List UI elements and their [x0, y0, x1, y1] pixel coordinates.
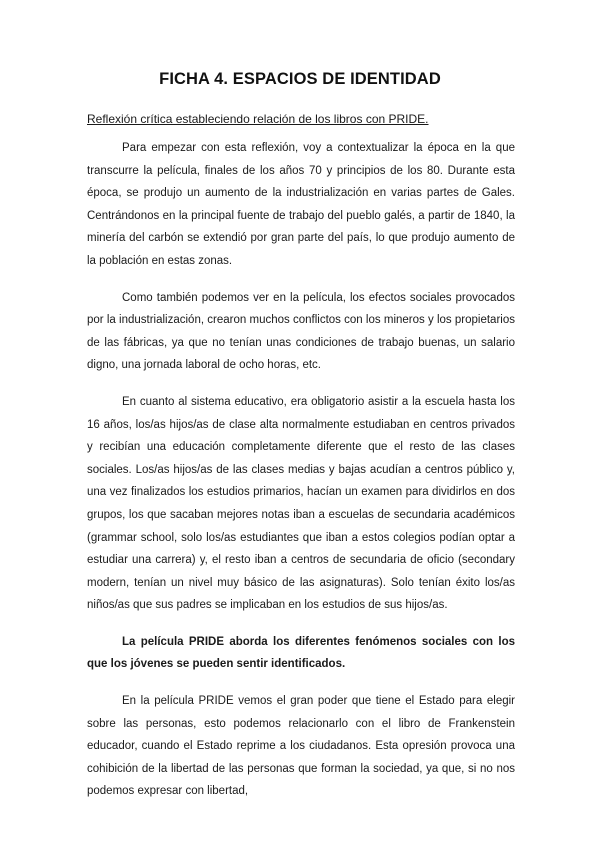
paragraph-state-power: En la película PRIDE vemos el gran poder que tiene el Estado para elegir sobre las personas, esto podemos relacionarlo con el libro de Frankenstein educador, cuando el Estado reprime a los ciudadanos. Esta opresión provoca una cohibición de la libertad de las personas que forman la sociedad, ya que, si no nos podemos expresar con libertad,	[87, 695, 515, 798]
paragraph-context: Para empezar con esta reflexión, voy a contextualizar la época en la que transcurre la película, finales de los años 70 y principios de los 80. Durante esta época, se produjo un aumento de la industrialización en varias partes de Gales. Centrándonos en la principal fuente de trabajo del pueblo galés, a partir de 1840, la minería del carbón se extendió por gran parte del país, lo que produjo aumento de la población en estas zonas.	[87, 142, 515, 267]
document-body	[87, 137, 515, 817]
document-subtitle: Reflexión crítica estableciendo relación de los libros con PRIDE.	[87, 112, 429, 126]
document-title: FICHA 4. ESPACIOS DE IDENTIDAD	[159, 70, 441, 88]
paragraph-pride-phenomena: La película PRIDE aborda los diferentes fenómenos sociales con los que los jóvenes se pueden sentir identificados.	[87, 635, 515, 671]
paragraph-education-system: En cuanto al sistema educativo, era obligatorio asistir a la escuela hasta los 16 años, los/as hijos/as de clase alta normalmente estudiaban en centros privados y recibían una educación completamente diferente que el resto de las clases sociales. Los/as hijos/as de las clases medias y bajas acudían a centros público y, una vez finalizados los estudios primarios, hacían un examen para dividirlos en dos grupos, los que sacaban mejores notas iban a escuelas de secundaria académicos (grammar school, solo los/as estudiantes que iban a estos colegios podían optar a estudiar una carrera) y, el resto iban a centros de secundaria de oficio (secondary modern, tenían un nivel muy básico de las asignaturas). Solo tenían éxito los/as niños/as que sus padres se implicaban en los estudios de sus hijos/as.	[87, 395, 515, 612]
paragraph-social-effects: Como también podemos ver en la película, los efectos sociales provocados por la industrialización, crearon muchos conflictos con los mineros y los propietarios de las fábricas, ya que no tenían unas condiciones de trabajo buenas, un salario digno, una jornada laboral de ocho horas, etc.	[87, 291, 515, 372]
